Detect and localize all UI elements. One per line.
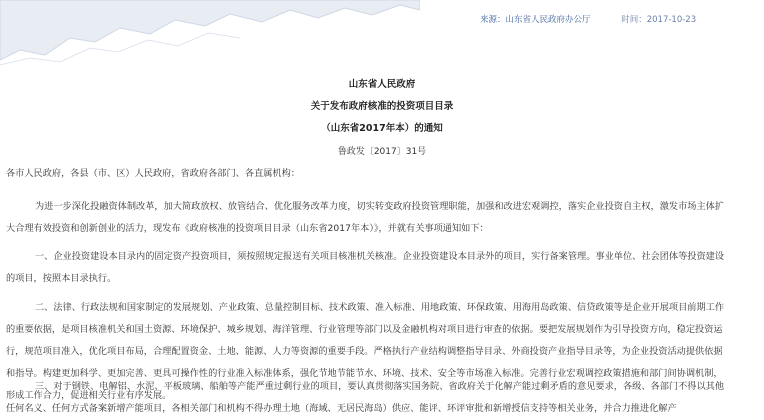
paragraph-1: 一、企业投资建设本目录内的固定资产投资项目，须按照规定报送有关项目核准机关核准。企业投资建设本目录外的项目，实行备案管理。事业单位、社会团体等投资建设的项目，按照本目录执行。 [6,251,725,284]
map-watermark [0,0,420,70]
paragraph-3: 三、对于钢铁、电解铝、水泥、平板玻璃、船舶等产能严重过剩行业的项目，要认真贯彻落实国务院、省政府关于化解产能过剩矛盾的意见要求，各级、各部门不得以其他任何名义、任何方式备案新增产能项目，各相关部门和机构不得办理土地（海域、无居民海岛）供应、能评、环评审批和新增授信支持等相关业务，并合力推进化解产 [6,381,725,414]
source-text: 来源：山东省人民政府办公厅 [480,15,591,25]
doc-title-line-3: （山东省2017年本）的通知 [321,123,443,134]
publish-date: 时间：2017-10-23 [621,15,697,25]
paragraph-intro: 为进一步深化投融资体制改革，加大简政放权、放管结合、优化服务改革力度，切实转变政府投资管理职能，加强和改进宏观调控，落实企业投资自主权，激发市场主体扩大合理有效投资和创新创业的活力，现发布《政府核准的投资项目目录（山东省2017年本）》，并就有关事项通知如下： [6,201,725,234]
doc-title-line-1: 山东省人民政府 [348,79,416,90]
document-number: 鲁政发〔2017〕31号 [337,147,427,157]
article-meta [480,13,724,25]
doc-title-line-2: 关于发布政府核准的投资项目目录 [310,101,454,112]
paragraph-2: 二、法律、行政法规和国家制定的发展规划、产业政策、总量控制目标、技术政策、准入标准、用地政策、环保政策、用海用岛政策、信贷政策等是企业开展项目前期工作的重要依据，是项目核准机关和国土资源、环境保护、城乡规划、海洋管理、行业管理等部门以及金融机构对项目进行审查的依据。要把发展规划作为引导投资方向，稳定投资运行，规范项目准入，优化项目布局，合理配置资金、土地、能源、人力等资源的重要手段。严格执行产业结构调整指导目录、外商投资产业指导目录等，为企业投资活动提供依据和指导。构建更加科学、更加完善、更具可操作性的行业准入标准体系，强化节地节能节水、环境、技术、安全等市场准入标准。完善行业宏观调控政策措施和部门间协调机制，形成工作合力，促进相关行业有序发展。 [6,302,725,401]
salutation: 各市人民政府，各县（市、区）人民政府，省政府各部门、各直属机构： [6,168,300,179]
